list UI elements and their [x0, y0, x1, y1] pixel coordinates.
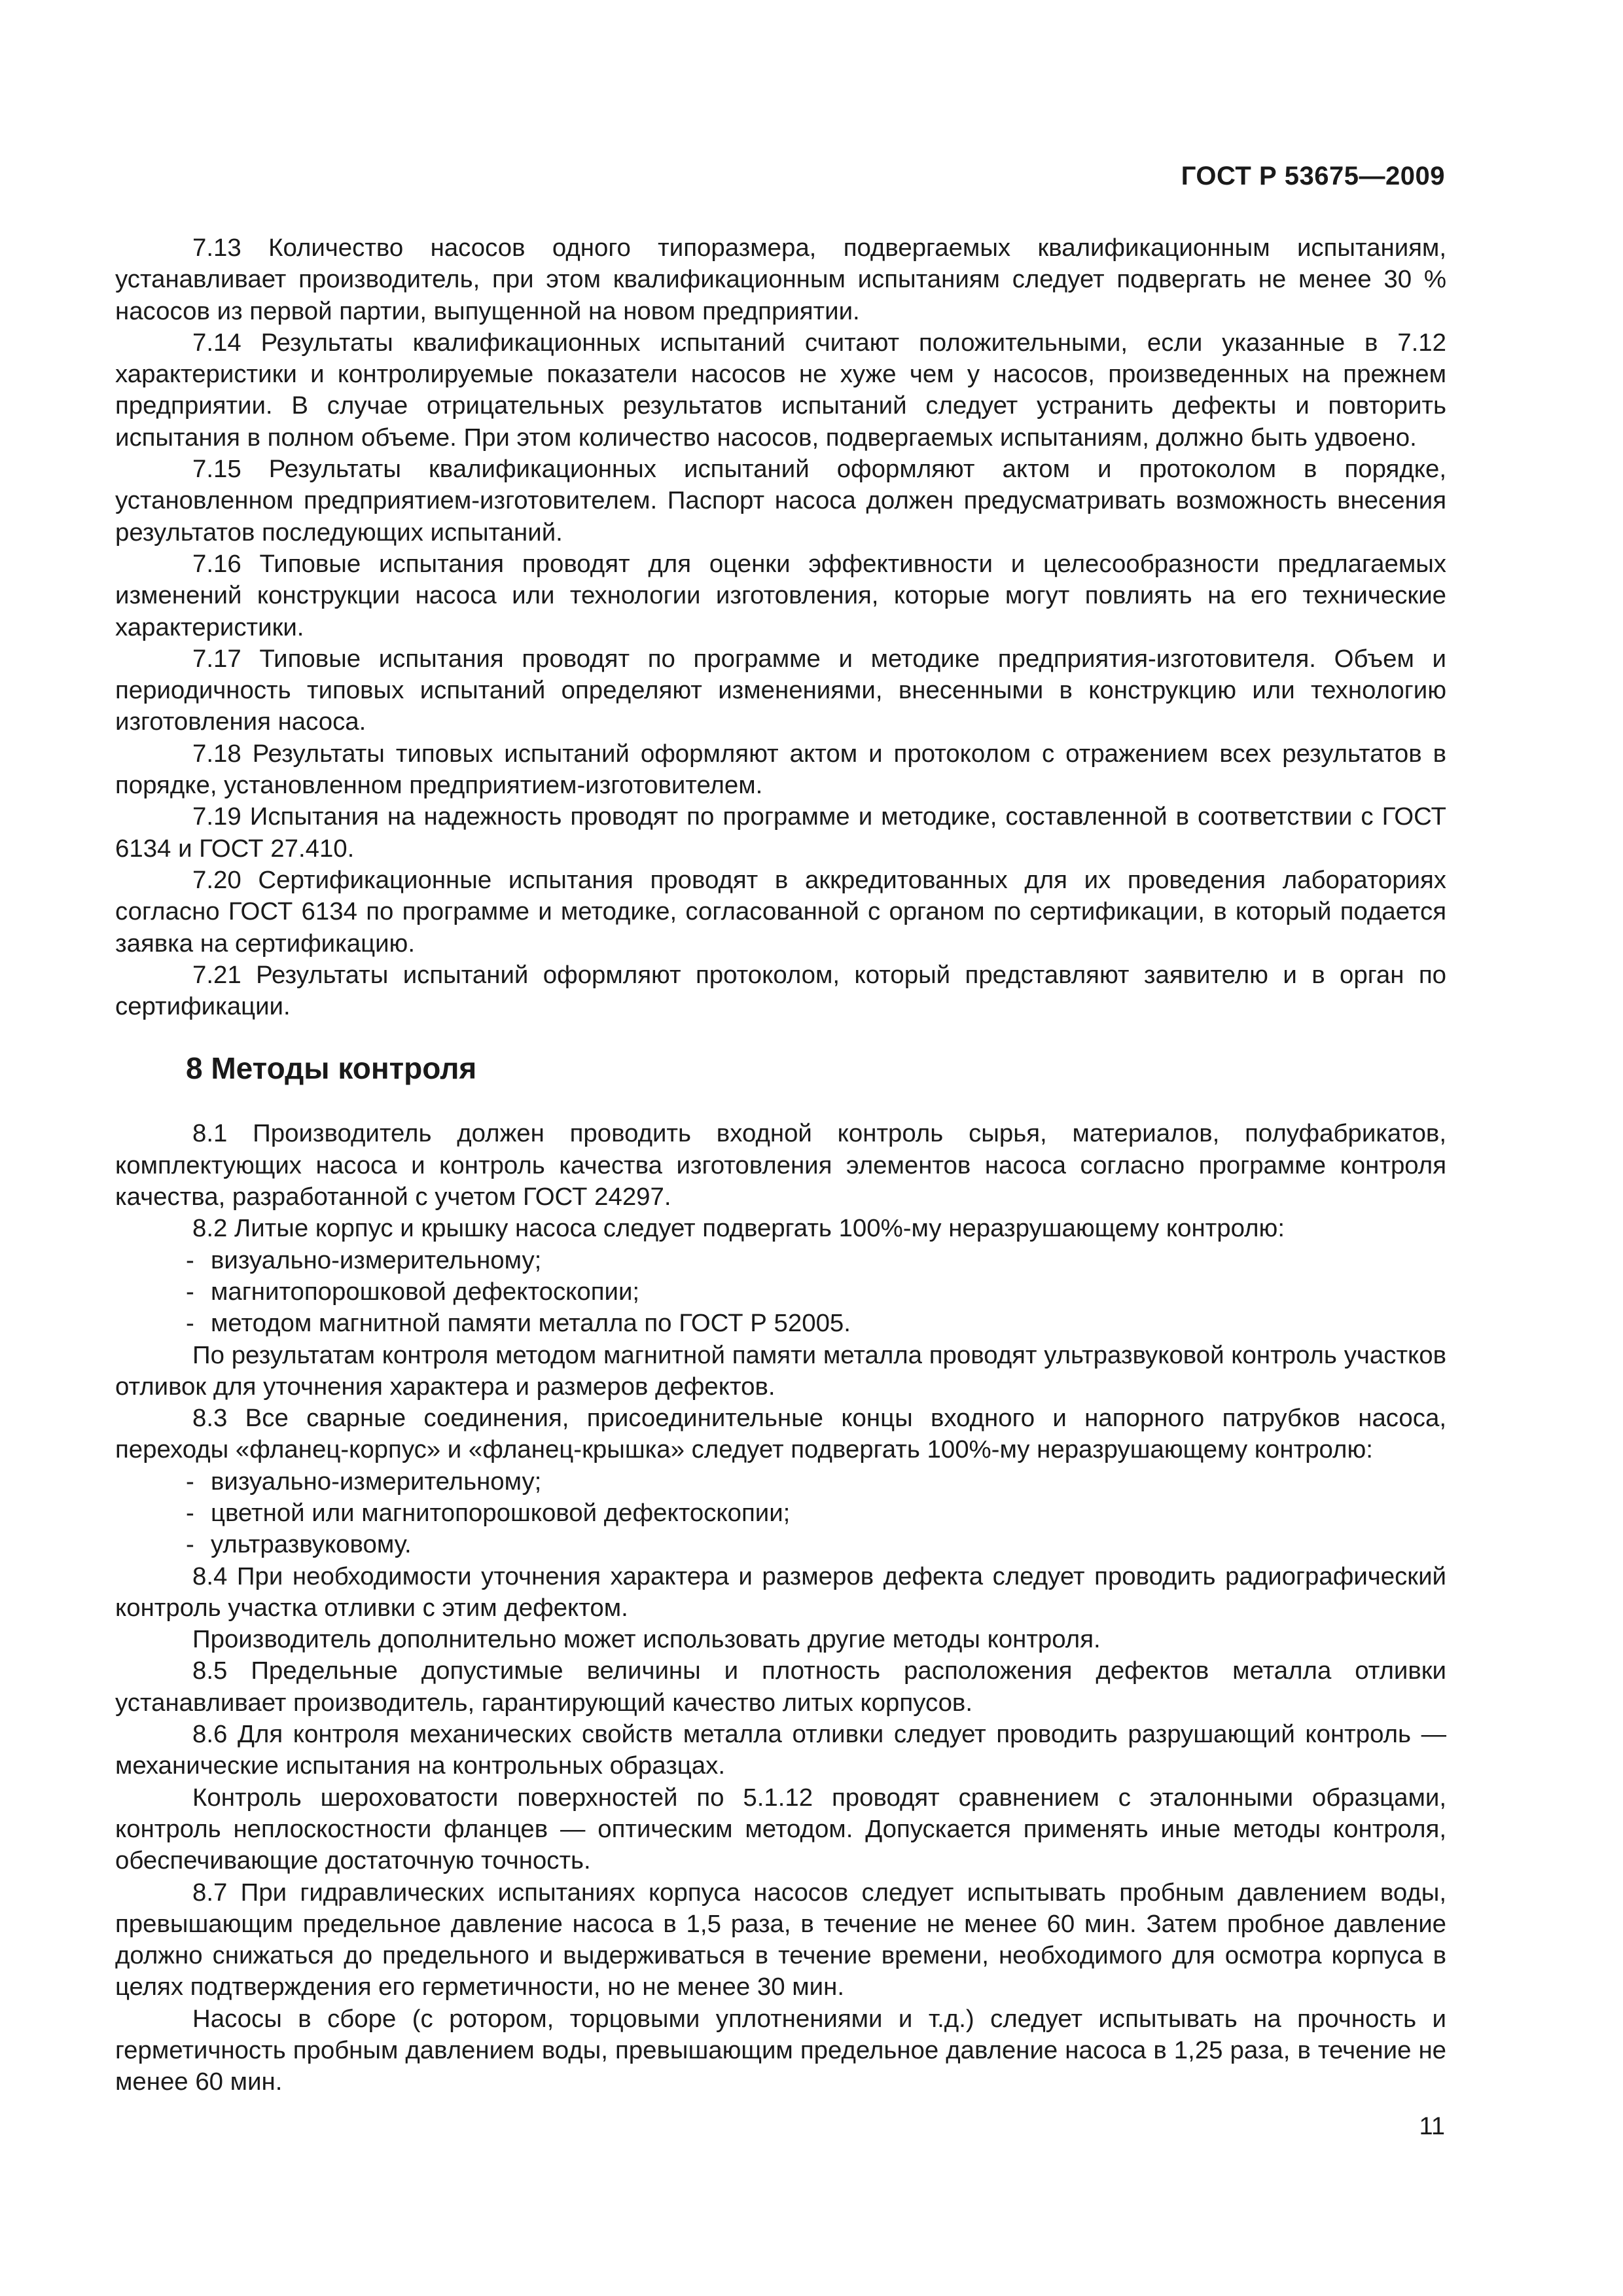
list-dash: - [186, 1277, 194, 1306]
paragraph-8-7-after: Насосы в сборе (с ротором, торцовыми уплотнениями и т.д.) следует испытывать на прочность и герметичность пробным давлением воды, превышающим предельное давление насоса в 1,25 раза, в течение не менее 60 мин. [115, 2004, 1446, 2096]
list-item-text: визуально-измерительному; [211, 1467, 542, 1496]
list-item [115, 1529, 1446, 1560]
list-item-text: магнитопорошковой дефектоскопии; [211, 1277, 640, 1306]
list-item-text: цветной или магнитопорошковой дефектоскопии; [211, 1498, 791, 1527]
paragraph-7-19: 7.19 Испытания на надежность проводят по программе и методике, составленной в соответствии с ГОСТ 6134 и ГОСТ 27.410. [115, 802, 1446, 863]
paragraph-8-1: 8.1 Производитель должен проводить входной контроль сырья, материалов, полуфабрикатов, комплектующих насоса и контроль качества изготовления элементов насоса согласно программе контроля качества, разработанной с учетом ГОСТ 24297. [115, 1119, 1446, 1211]
list-dash: - [186, 1467, 194, 1496]
paragraph-8-4: 8.4 При необходимости уточнения характера и размеров дефекта следует проводить радиографический контроль участка отливки с этим дефектом. [115, 1562, 1446, 1622]
paragraph-7-16: 7.16 Типовые испытания проводят для оценки эффективности и целесообразности предлагаемых изменений конструкции насоса или технологии изготовления, которые могут повлиять на его технические характеристики. [115, 549, 1446, 641]
paragraph-8-7: 8.7 При гидравлических испытаниях корпуса насосов следует испытывать пробным давлением воды, превышающим предельное давление насоса в 1,5 раза, в течение не менее 60 мин. Затем пробное давление должно снижаться до предельного и выдерживаться в течение времени, необходимого для осмотра корпуса в целях подтверждения его герметичности, но не менее 30 мин. [115, 1878, 1446, 2001]
paragraph-7-15: 7.15 Результаты квалификационных испытаний оформляют актом и протоколом в порядке, установленном предприятием-изготовителем. Паспорт насоса должен предусматривать возможность внесения результатов последующих испытаний. [115, 455, 1446, 547]
page-number: 11 [1419, 2113, 1445, 2140]
list-item [115, 1466, 1446, 1498]
paragraph-7-20: 7.20 Сертификационные испытания проводят в аккредитованных для их проведения лабораториях согласно ГОСТ 6134 по программе и методике, согласованной с органом по сертификации, в который подается заявка на сертификацию. [115, 865, 1446, 958]
paragraph-8-5: 8.5 Предельные допустимые величины и плотность расположения дефектов металла отливки устанавливает производитель, гарантирующий качество литых корпусов. [115, 1657, 1446, 1717]
list-item-text: методом магнитной памяти металла по ГОСТ Р 52005. [211, 1309, 851, 1338]
list-item-text: ультразвуковому. [211, 1530, 412, 1559]
list-item [115, 1245, 1446, 1276]
list-item-text: визуально-измерительному; [211, 1246, 542, 1274]
paragraph-8-6: 8.6 Для контроля механических свойств металла отливки следует проводить разрушающий контроль — механические испытания на контрольных образцах. [115, 1720, 1446, 1780]
list-dash: - [186, 1309, 194, 1338]
paragraph-8-4-after: Производитель дополнительно может использовать другие методы контроля. [192, 1625, 1101, 1654]
list-item [115, 1498, 1446, 1529]
paragraph-7-18: 7.18 Результаты типовых испытаний оформляют актом и протоколом с отражением всех результатов в порядке, установленном предприятием-изготовителем. [115, 739, 1446, 800]
list-dash: - [186, 1246, 194, 1274]
paragraph-8-6-after: Контроль шероховатости поверхностей по 5.1.12 проводят сравнением с эталонными образцами, контроль неплоскостности фланцев — оптическим методом. Допускается применять иные методы контроля, обеспечивающие достаточную точность. [115, 1783, 1446, 1875]
paragraph-8-3: 8.3 Все сварные соединения, присоединительные концы входного и напорного патрубков насоса, переходы «фланец-корпус» и «фланец-крышка» следует подвергать 100%-му неразрушающему контролю: [115, 1404, 1446, 1464]
paragraph-7-14: 7.14 Результаты квалификационных испытаний считают положительными, если указанные в 7.12 характеристики и контролируемые показатели насосов не хуже чем у насосов, произведенных на прежнем предприятии. В случае отрицательных результатов испытаний следует устранить дефекты и повторить испытания в полном объеме. При этом количество насосов, подвергаемых испытаниям, должно быть удвоено. [115, 328, 1446, 452]
section-heading: 8 Методы контроля [186, 1051, 477, 1086]
paragraph-7-13: 7.13 Количество насосов одного типоразмера, подвергаемых квалификационным испытаниям, устанавливает производитель, при этом квалификационным испытаниям следует подвергать не менее 30 % насосов из первой партии, выпущенной на новом предприятии. [115, 234, 1446, 325]
paragraph-8-2-after: По результатам контроля методом магнитной памяти металла проводят ультразвуковой контроль участков отливок для уточнения характера и размеров дефектов. [115, 1340, 1446, 1401]
list-dash: - [186, 1530, 194, 1559]
paragraph-7-17: 7.17 Типовые испытания проводят по программе и методике предприятия-изготовителя. Объем и периодичность типовых испытаний определяют изменениями, внесенными в конструкцию или технологию изготовления насоса. [115, 644, 1446, 736]
list-item [115, 1308, 1446, 1339]
page-content [115, 232, 1446, 2098]
list-dash: - [186, 1498, 194, 1527]
paragraph-8-2: 8.2 Литые корпус и крышку насоса следует подвергать 100%-му неразрушающему контролю: [192, 1214, 1285, 1243]
paragraph-7-21: 7.21 Результаты испытаний оформляют протоколом, который представляют заявителю и в орган по сертификации. [115, 960, 1446, 1021]
list-item [115, 1276, 1446, 1308]
document-header: ГОСТ Р 53675—2009 [1181, 162, 1445, 190]
